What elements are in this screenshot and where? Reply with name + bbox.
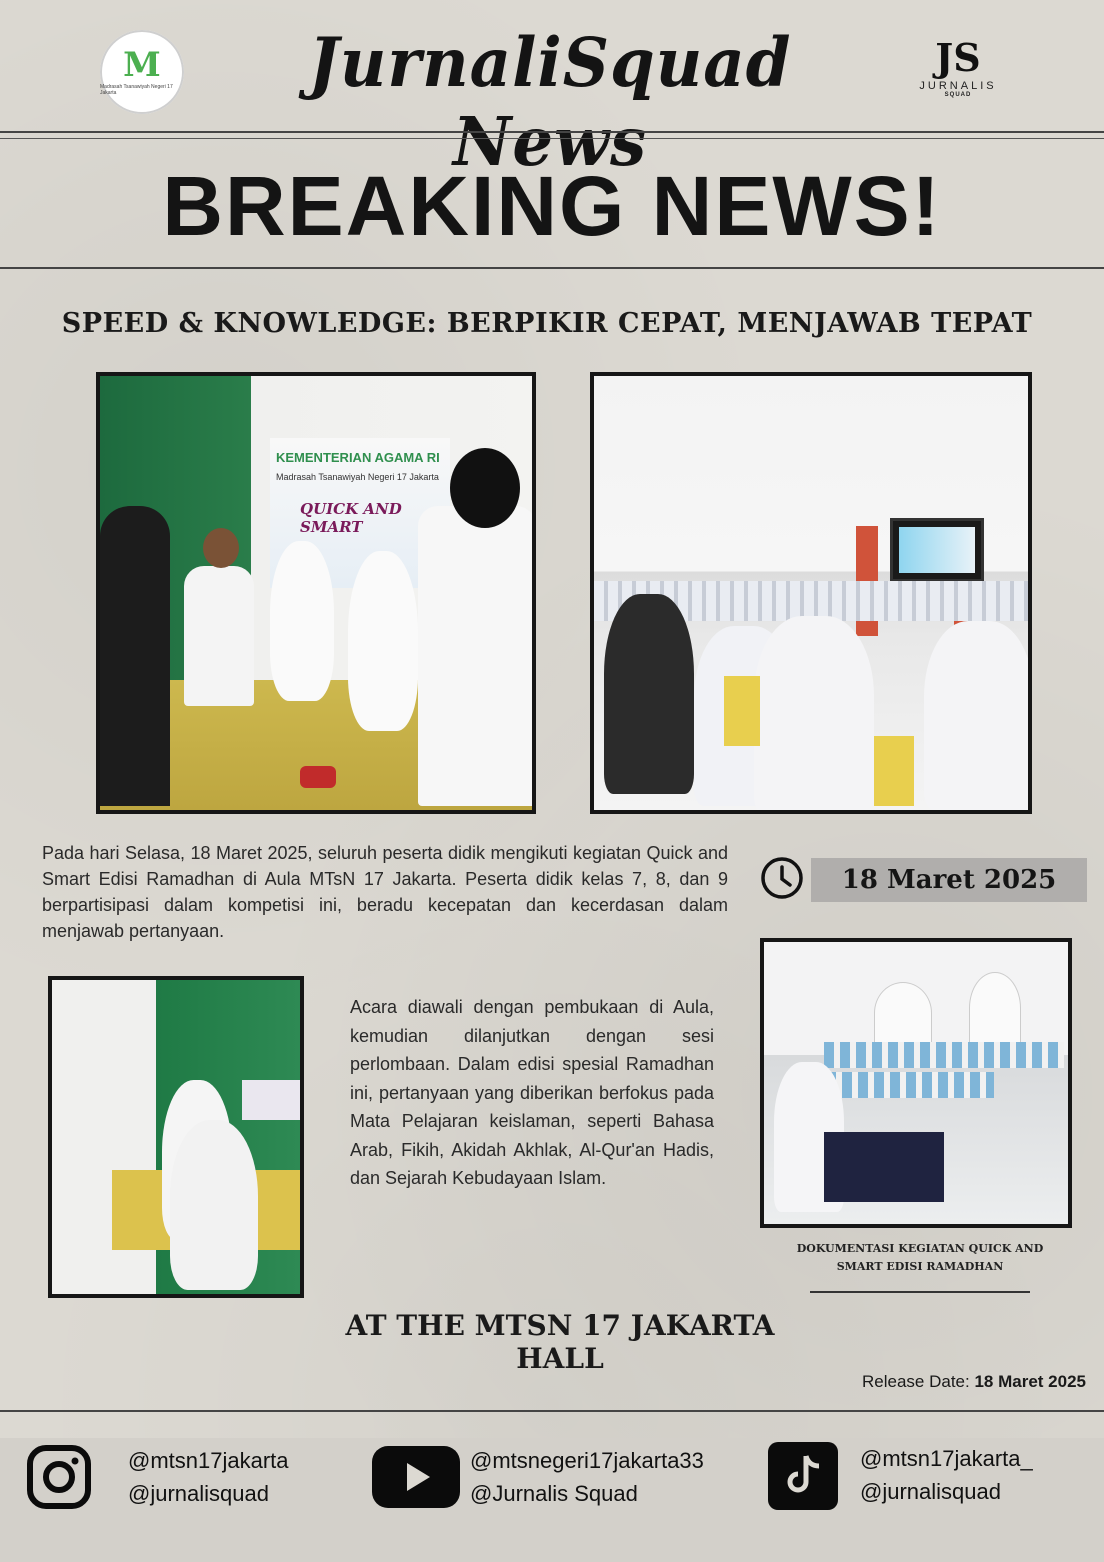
school-logo-mark: M: [123, 45, 161, 85]
tiktok-handles[interactable]: [860, 1442, 1033, 1508]
release-date-label: Release Date:: [862, 1372, 970, 1391]
hall-window: [969, 972, 1021, 1044]
caption-rule: [810, 1291, 1030, 1293]
youtube-handle-school[interactable]: @mtsnegeri17jakarta33: [470, 1448, 704, 1473]
photo-quiz-contestants: [96, 372, 536, 814]
article-paragraph-2: Acara diawali dengan pembukaan di Aula, kemudian dilanjutkan dengan sesi perlombaan. Dalam edisi spesial Ramadhan ini, pertanyaan yang diberikan berfokus pada Mata Pelajaran keislaman, seperti Bahasa Arab, Fikih, Akidah Akhlak, Al-Qur'an Hadis, dan Sejarah Kebudayaan Islam.: [350, 997, 714, 1188]
release-date: [760, 1372, 1086, 1392]
photo-caption: DOKUMENTASI KEGIATAN QUICK AND SMART EDISI RAMADHAN: [796, 1242, 1044, 1273]
photo-hall-audience: [590, 372, 1032, 814]
buzzer-button: [300, 766, 336, 788]
student-head: [450, 448, 520, 528]
contestant-row: [824, 1042, 1064, 1068]
banner-event-text: QUICK AND SMART: [300, 500, 402, 536]
tiktok-handle-squad[interactable]: @jurnalisquad: [860, 1479, 1001, 1504]
host-figure: [170, 1120, 258, 1290]
breaking-news-heading: BREAKING NEWS!: [162, 159, 942, 253]
instagram-handles[interactable]: [128, 1444, 289, 1510]
location-subheading: AT THE MTSN 17 JAKARTA HALL: [345, 1309, 775, 1375]
article-headline: SPEED & KNOWLEDGE: BERPIKIR CEPAT, MENJAWAB TEPAT: [61, 308, 1033, 339]
student-figure: [754, 616, 874, 814]
student-figure: [604, 594, 694, 794]
instagram-handle-school[interactable]: @mtsn17jakarta: [128, 1448, 289, 1473]
photo-quiz-host: [48, 976, 304, 1298]
breaking-rule: [0, 267, 1104, 269]
tiktok-icon[interactable]: [768, 1442, 838, 1510]
masthead-title: JurnaliSquad News: [308, 24, 792, 182]
photo-contestant-tables: [760, 938, 1072, 1228]
school-logo: [100, 30, 184, 114]
presenter-figure: [100, 506, 170, 806]
banner-portrait: [242, 1080, 302, 1120]
presentation-screen: [890, 518, 984, 582]
jurnalis-squad-logo-line2: SQUAD: [944, 92, 972, 98]
banner-ministry-text: KEMENTERIAN AGAMA RI: [276, 450, 440, 465]
clock-icon: [760, 856, 804, 900]
student-figure: [348, 551, 418, 731]
article-paragraph-1: Pada hari Selasa, 18 Maret 2025, seluruh peserta didik mengikuti kegiatan Quick and Smart Edisi Ramadhan di Aula MTsN 17 Jakarta. Peserta didik kelas 7, 8, dan 9 berpartisipasi dalam kompetisi ini, beradu kecepatan dan kecerdasan dalam menjawab pertanyaan.: [42, 843, 728, 941]
tiktok-handle-school[interactable]: @mtsn17jakarta_: [860, 1446, 1033, 1471]
youtube-handle-squad[interactable]: @Jurnalis Squad: [470, 1481, 638, 1506]
footer-rule: [0, 1410, 1104, 1412]
student-figure: [418, 506, 536, 806]
masthead-rule-thin: [0, 138, 1104, 139]
instagram-handle-squad[interactable]: @jurnalisquad: [128, 1481, 269, 1506]
school-logo-caption: Madrasah Tsanawiyah Negeri 17 Jakarta: [100, 84, 173, 96]
yellow-chair: [724, 676, 760, 746]
jurnalis-squad-logo: [908, 36, 1008, 116]
youtube-handles[interactable]: [470, 1444, 704, 1510]
jurnalis-squad-logo-mark: JS: [935, 35, 981, 80]
student-figure: [824, 1132, 944, 1202]
hall-window: [874, 982, 932, 1044]
student-figure: [270, 541, 334, 701]
student-figure: [184, 566, 254, 706]
masthead-rule: [0, 131, 1104, 133]
youtube-icon[interactable]: [372, 1446, 460, 1508]
banner-school-text: Madrasah Tsanawiyah Negeri 17 Jakarta: [276, 472, 439, 482]
student-figure: [924, 621, 1032, 811]
release-date-value: 18 Maret 2025: [974, 1372, 1086, 1391]
jurnalis-squad-logo-line1: JURNALIS: [919, 80, 997, 92]
instagram-icon[interactable]: [26, 1444, 92, 1510]
footer-social-bar: [0, 1438, 1104, 1562]
yellow-chair: [874, 736, 914, 806]
date-badge: 18 Maret 2025: [811, 858, 1087, 902]
student-head: [203, 528, 239, 568]
